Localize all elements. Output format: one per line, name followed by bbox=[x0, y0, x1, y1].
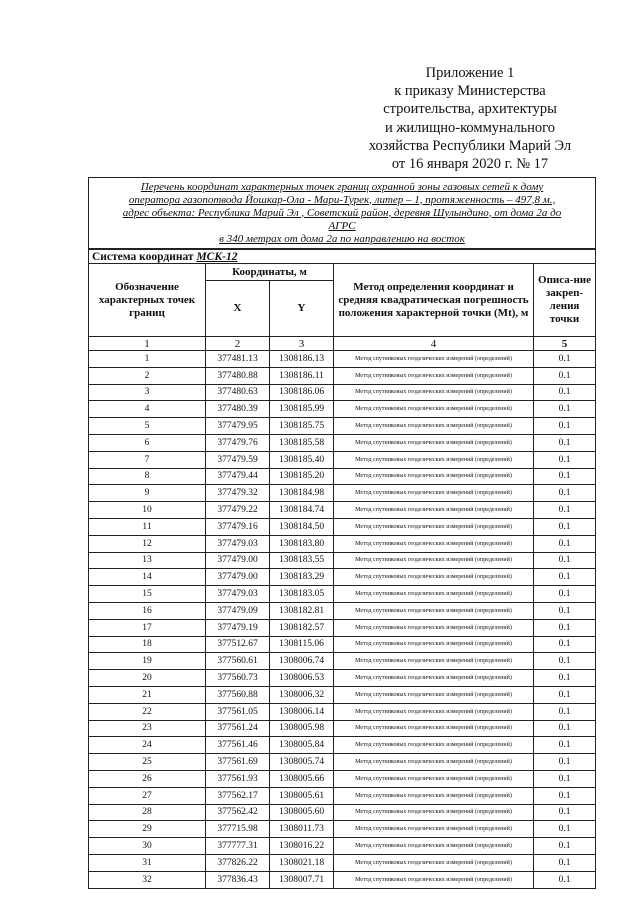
coordinate-x: 377479.03 bbox=[206, 586, 270, 603]
method-cell: Метод спутниковых геодезических измерений (определений) bbox=[334, 871, 534, 888]
coordinate-y: 1308006.14 bbox=[270, 703, 334, 720]
order-date-line: от 16 января 2020 г. № 17 bbox=[391, 156, 549, 173]
accuracy-value: 0.1 bbox=[534, 838, 596, 855]
accuracy-value: 0.1 bbox=[534, 737, 596, 754]
coordinate-y: 1308186.13 bbox=[270, 351, 334, 368]
accuracy-value: 0.1 bbox=[534, 451, 596, 468]
accuracy-value: 0.1 bbox=[534, 569, 596, 586]
coordinate-y: 1308183.29 bbox=[270, 569, 334, 586]
coordinate-y: 1308007.71 bbox=[270, 871, 334, 888]
point-number: 2 bbox=[89, 367, 206, 384]
coordinate-y: 1308186.06 bbox=[270, 384, 334, 401]
method-cell: Метод спутниковых геодезических измерений (определений) bbox=[334, 384, 534, 401]
header-description: Описа-ние закреп-ления точки bbox=[534, 264, 596, 337]
accuracy-value: 0.1 bbox=[534, 552, 596, 569]
method-cell: Метод спутниковых геодезических измерений (определений) bbox=[334, 434, 534, 451]
accuracy-value: 0.1 bbox=[534, 502, 596, 519]
point-number: 25 bbox=[89, 754, 206, 771]
point-number: 17 bbox=[89, 619, 206, 636]
accuracy-value: 0.1 bbox=[534, 770, 596, 787]
caption-line: оператора газопотвода Йошкар-Ола - Мари-Турек, литер – 1, протяженность – 497,8 м., bbox=[128, 193, 556, 206]
method-cell: Метод спутниковых геодезических измерений (определений) bbox=[334, 619, 534, 636]
point-number: 7 bbox=[89, 451, 206, 468]
point-number: 9 bbox=[89, 485, 206, 502]
table-row bbox=[89, 384, 596, 401]
header-line: строительства, архитектуры bbox=[383, 101, 557, 118]
method-cell: Метод спутниковых геодезических измерений (определений) bbox=[334, 838, 534, 855]
header-x: X bbox=[206, 281, 270, 337]
table-row bbox=[89, 418, 596, 435]
table-row bbox=[89, 602, 596, 619]
table-row bbox=[89, 686, 596, 703]
point-number: 27 bbox=[89, 787, 206, 804]
coordinate-y: 1308183.05 bbox=[270, 586, 334, 603]
coordinate-y: 1308185.20 bbox=[270, 468, 334, 485]
method-cell: Метод спутниковых геодезических измерений (определений) bbox=[334, 670, 534, 687]
point-number: 32 bbox=[89, 871, 206, 888]
table-row bbox=[89, 720, 596, 737]
coordinate-x: 377562.42 bbox=[206, 804, 270, 821]
coordinate-y: 1308182.57 bbox=[270, 619, 334, 636]
table-row bbox=[89, 804, 596, 821]
coordinate-x: 377715.98 bbox=[206, 821, 270, 838]
point-number: 22 bbox=[89, 703, 206, 720]
caption-line: Перечень координат характерных точек границ охранной зоны газовых сетей к дому bbox=[140, 180, 544, 193]
coordinate-x: 377479.03 bbox=[206, 535, 270, 552]
point-number: 20 bbox=[89, 670, 206, 687]
method-cell: Метод спутниковых геодезических измерений (определений) bbox=[334, 737, 534, 754]
header-method: Метод определения координат и средняя квадратическая погрешность положения характерной точки (Mt), м bbox=[334, 264, 534, 337]
coordinate-system-label: Система координат bbox=[92, 250, 194, 263]
table-row bbox=[89, 770, 596, 787]
method-cell: Метод спутниковых геодезических измерений (определений) bbox=[334, 535, 534, 552]
coordinates-table bbox=[88, 177, 596, 889]
coordinate-x: 377826.22 bbox=[206, 854, 270, 871]
coordinate-x: 377479.00 bbox=[206, 569, 270, 586]
column-numbers-row bbox=[89, 337, 596, 351]
column-number: 1 bbox=[89, 337, 206, 351]
table-row bbox=[89, 636, 596, 653]
coordinate-x: 377479.59 bbox=[206, 451, 270, 468]
method-cell: Метод спутниковых геодезических измерений (определений) bbox=[334, 502, 534, 519]
coordinate-y: 1308115.06 bbox=[270, 636, 334, 653]
header-line: и жилищно-коммунального bbox=[384, 119, 556, 136]
method-cell: Метод спутниковых геодезических измерений (определений) bbox=[334, 485, 534, 502]
method-cell: Метод спутниковых геодезических измерений (определений) bbox=[334, 367, 534, 384]
point-number: 13 bbox=[89, 552, 206, 569]
point-number: 8 bbox=[89, 468, 206, 485]
table-row bbox=[89, 619, 596, 636]
method-cell: Метод спутниковых геодезических измерений (определений) bbox=[334, 569, 534, 586]
accuracy-value: 0.1 bbox=[534, 670, 596, 687]
coordinate-y: 1308185.75 bbox=[270, 418, 334, 435]
caption-line: адрес объекта: Республика Марий Эл , Советский район, деревня Шулындино, от дома 2а до bbox=[122, 206, 562, 219]
table-row bbox=[89, 838, 596, 855]
caption-line: в 340 метрах от дома 2а по направлению на восток bbox=[219, 232, 465, 245]
table-row bbox=[89, 451, 596, 468]
table-row bbox=[89, 703, 596, 720]
header-coordinates: Координаты, м bbox=[206, 264, 334, 281]
table-row bbox=[89, 518, 596, 535]
column-number: 3 bbox=[270, 337, 334, 351]
header-y: Y bbox=[270, 281, 334, 337]
coordinate-y: 1308185.40 bbox=[270, 451, 334, 468]
coordinate-x: 377480.39 bbox=[206, 401, 270, 418]
coordinate-y: 1308185.58 bbox=[270, 434, 334, 451]
table-row bbox=[89, 670, 596, 687]
coordinate-y: 1308005.66 bbox=[270, 770, 334, 787]
table-row bbox=[89, 468, 596, 485]
accuracy-value: 0.1 bbox=[534, 821, 596, 838]
coordinate-x: 377479.32 bbox=[206, 485, 270, 502]
method-cell: Метод спутниковых геодезических измерений (определений) bbox=[334, 821, 534, 838]
method-cell: Метод спутниковых геодезических измерений (определений) bbox=[334, 770, 534, 787]
table-row bbox=[89, 871, 596, 888]
point-number: 12 bbox=[89, 535, 206, 552]
point-number: 10 bbox=[89, 502, 206, 519]
coordinate-y: 1308005.98 bbox=[270, 720, 334, 737]
table-row bbox=[89, 485, 596, 502]
method-cell: Метод спутниковых геодезических измерений (определений) bbox=[334, 804, 534, 821]
accuracy-value: 0.1 bbox=[534, 535, 596, 552]
coordinate-y: 1308005.61 bbox=[270, 787, 334, 804]
coordinate-y: 1308182.81 bbox=[270, 602, 334, 619]
method-cell: Метод спутниковых геодезических измерений (определений) bbox=[334, 468, 534, 485]
accuracy-value: 0.1 bbox=[534, 586, 596, 603]
coordinate-x: 377836.43 bbox=[206, 871, 270, 888]
accuracy-value: 0.1 bbox=[534, 485, 596, 502]
accuracy-value: 0.1 bbox=[534, 401, 596, 418]
coordinate-x: 377479.19 bbox=[206, 619, 270, 636]
accuracy-value: 0.1 bbox=[534, 653, 596, 670]
table-row bbox=[89, 401, 596, 418]
method-cell: Метод спутниковых геодезических измерений (определений) bbox=[334, 703, 534, 720]
coordinate-y: 1308006.32 bbox=[270, 686, 334, 703]
coordinate-x: 377479.22 bbox=[206, 502, 270, 519]
point-number: 26 bbox=[89, 770, 206, 787]
coordinate-y: 1308016.22 bbox=[270, 838, 334, 855]
point-number: 24 bbox=[89, 737, 206, 754]
point-number: 14 bbox=[89, 569, 206, 586]
coordinate-y: 1308005.60 bbox=[270, 804, 334, 821]
coordinate-y: 1308184.50 bbox=[270, 518, 334, 535]
appendix-title: Приложение 1 bbox=[425, 65, 515, 81]
accuracy-value: 0.1 bbox=[534, 468, 596, 485]
table-row bbox=[89, 821, 596, 838]
table-row bbox=[89, 586, 596, 603]
accuracy-value: 0.1 bbox=[534, 384, 596, 401]
accuracy-value: 0.1 bbox=[534, 854, 596, 871]
coordinate-x: 377562.17 bbox=[206, 787, 270, 804]
coordinate-x: 377480.63 bbox=[206, 384, 270, 401]
coordinate-y: 1308011.73 bbox=[270, 821, 334, 838]
accuracy-value: 0.1 bbox=[534, 804, 596, 821]
method-cell: Метод спутниковых геодезических измерений (определений) bbox=[334, 418, 534, 435]
coordinate-x: 377480.88 bbox=[206, 367, 270, 384]
coordinate-x: 377777.31 bbox=[206, 838, 270, 855]
point-number: 6 bbox=[89, 434, 206, 451]
point-number: 5 bbox=[89, 418, 206, 435]
coordinate-x: 377560.61 bbox=[206, 653, 270, 670]
point-number: 31 bbox=[89, 854, 206, 871]
coordinate-x: 377560.88 bbox=[206, 686, 270, 703]
accuracy-value: 0.1 bbox=[534, 686, 596, 703]
accuracy-value: 0.1 bbox=[534, 703, 596, 720]
method-cell: Метод спутниковых геодезических измерений (определений) bbox=[334, 636, 534, 653]
accuracy-value: 0.1 bbox=[534, 787, 596, 804]
table-row bbox=[89, 552, 596, 569]
point-number: 19 bbox=[89, 653, 206, 670]
table-row bbox=[89, 854, 596, 871]
coordinate-x: 377561.05 bbox=[206, 703, 270, 720]
accuracy-value: 0.1 bbox=[534, 636, 596, 653]
point-number: 30 bbox=[89, 838, 206, 855]
table-caption bbox=[89, 178, 596, 250]
coordinate-x: 377561.69 bbox=[206, 754, 270, 771]
table-row bbox=[89, 535, 596, 552]
method-cell: Метод спутниковых геодезических измерений (определений) bbox=[334, 586, 534, 603]
coordinate-y: 1308006.53 bbox=[270, 670, 334, 687]
point-number: 11 bbox=[89, 518, 206, 535]
table-row bbox=[89, 653, 596, 670]
column-number: 2 bbox=[206, 337, 270, 351]
caption-line: АГРС bbox=[328, 219, 356, 232]
table-row bbox=[89, 754, 596, 771]
method-cell: Метод спутниковых геодезических измерений (определений) bbox=[334, 552, 534, 569]
table-row bbox=[89, 737, 596, 754]
coordinate-x: 377561.24 bbox=[206, 720, 270, 737]
table-row bbox=[89, 351, 596, 368]
coordinate-x: 377479.95 bbox=[206, 418, 270, 435]
coordinate-system-value: МСК-12 bbox=[196, 250, 238, 263]
accuracy-value: 0.1 bbox=[534, 602, 596, 619]
method-cell: Метод спутниковых геодезических измерений (определений) bbox=[334, 787, 534, 804]
point-number: 16 bbox=[89, 602, 206, 619]
coordinate-y: 1308005.74 bbox=[270, 754, 334, 771]
method-cell: Метод спутниковых геодезических измерений (определений) bbox=[334, 653, 534, 670]
accuracy-value: 0.1 bbox=[534, 720, 596, 737]
coordinate-x: 377481.13 bbox=[206, 351, 270, 368]
coordinate-x: 377479.09 bbox=[206, 602, 270, 619]
coordinate-y: 1308184.74 bbox=[270, 502, 334, 519]
table-row bbox=[89, 367, 596, 384]
coordinate-x: 377561.46 bbox=[206, 737, 270, 754]
coordinate-y: 1308021.18 bbox=[270, 854, 334, 871]
point-number: 23 bbox=[89, 720, 206, 737]
accuracy-value: 0.1 bbox=[534, 434, 596, 451]
coordinate-x: 377479.16 bbox=[206, 518, 270, 535]
point-number: 15 bbox=[89, 586, 206, 603]
appendix-header bbox=[340, 64, 600, 173]
point-number: 3 bbox=[89, 384, 206, 401]
point-number: 28 bbox=[89, 804, 206, 821]
accuracy-value: 0.1 bbox=[534, 871, 596, 888]
header-line: к приказу Министерства bbox=[394, 83, 546, 100]
coordinate-y: 1308183.80 bbox=[270, 535, 334, 552]
coordinate-x: 377479.76 bbox=[206, 434, 270, 451]
table-row bbox=[89, 787, 596, 804]
column-number: 4 bbox=[334, 337, 534, 351]
point-number: 29 bbox=[89, 821, 206, 838]
coordinate-y: 1308185.99 bbox=[270, 401, 334, 418]
table-row bbox=[89, 569, 596, 586]
coordinate-system-row bbox=[89, 249, 596, 264]
coordinate-y: 1308184.98 bbox=[270, 485, 334, 502]
coordinate-x: 377479.00 bbox=[206, 552, 270, 569]
accuracy-value: 0.1 bbox=[534, 518, 596, 535]
header-line: хозяйства Республики Марий Эл bbox=[368, 137, 572, 154]
method-cell: Метод спутниковых геодезических измерений (определений) bbox=[334, 401, 534, 418]
table-row bbox=[89, 434, 596, 451]
method-cell: Метод спутниковых геодезических измерений (определений) bbox=[334, 602, 534, 619]
coordinate-y: 1308005.84 bbox=[270, 737, 334, 754]
coordinate-x: 377479.44 bbox=[206, 468, 270, 485]
coordinate-x: 377512.67 bbox=[206, 636, 270, 653]
method-cell: Метод спутниковых геодезических измерений (определений) bbox=[334, 518, 534, 535]
point-number: 21 bbox=[89, 686, 206, 703]
coordinate-y: 1308186.11 bbox=[270, 367, 334, 384]
accuracy-value: 0.1 bbox=[534, 619, 596, 636]
method-cell: Метод спутниковых геодезических измерений (определений) bbox=[334, 720, 534, 737]
point-number: 1 bbox=[89, 351, 206, 368]
method-cell: Метод спутниковых геодезических измерений (определений) bbox=[334, 754, 534, 771]
method-cell: Метод спутниковых геодезических измерений (определений) bbox=[334, 351, 534, 368]
method-cell: Метод спутниковых геодезических измерений (определений) bbox=[334, 451, 534, 468]
coordinate-y: 1308006.74 bbox=[270, 653, 334, 670]
table-row bbox=[89, 502, 596, 519]
header-point: Обозначение характерных точек границ bbox=[89, 264, 206, 337]
point-number: 4 bbox=[89, 401, 206, 418]
accuracy-value: 0.1 bbox=[534, 351, 596, 368]
accuracy-value: 0.1 bbox=[534, 754, 596, 771]
coordinate-y: 1308183.55 bbox=[270, 552, 334, 569]
method-cell: Метод спутниковых геодезических измерений (определений) bbox=[334, 854, 534, 871]
accuracy-value: 0.1 bbox=[534, 418, 596, 435]
coordinate-x: 377560.73 bbox=[206, 670, 270, 687]
point-number: 18 bbox=[89, 636, 206, 653]
column-number: 5 bbox=[534, 337, 596, 351]
accuracy-value: 0.1 bbox=[534, 367, 596, 384]
coordinate-x: 377561.93 bbox=[206, 770, 270, 787]
method-cell: Метод спутниковых геодезических измерений (определений) bbox=[334, 686, 534, 703]
